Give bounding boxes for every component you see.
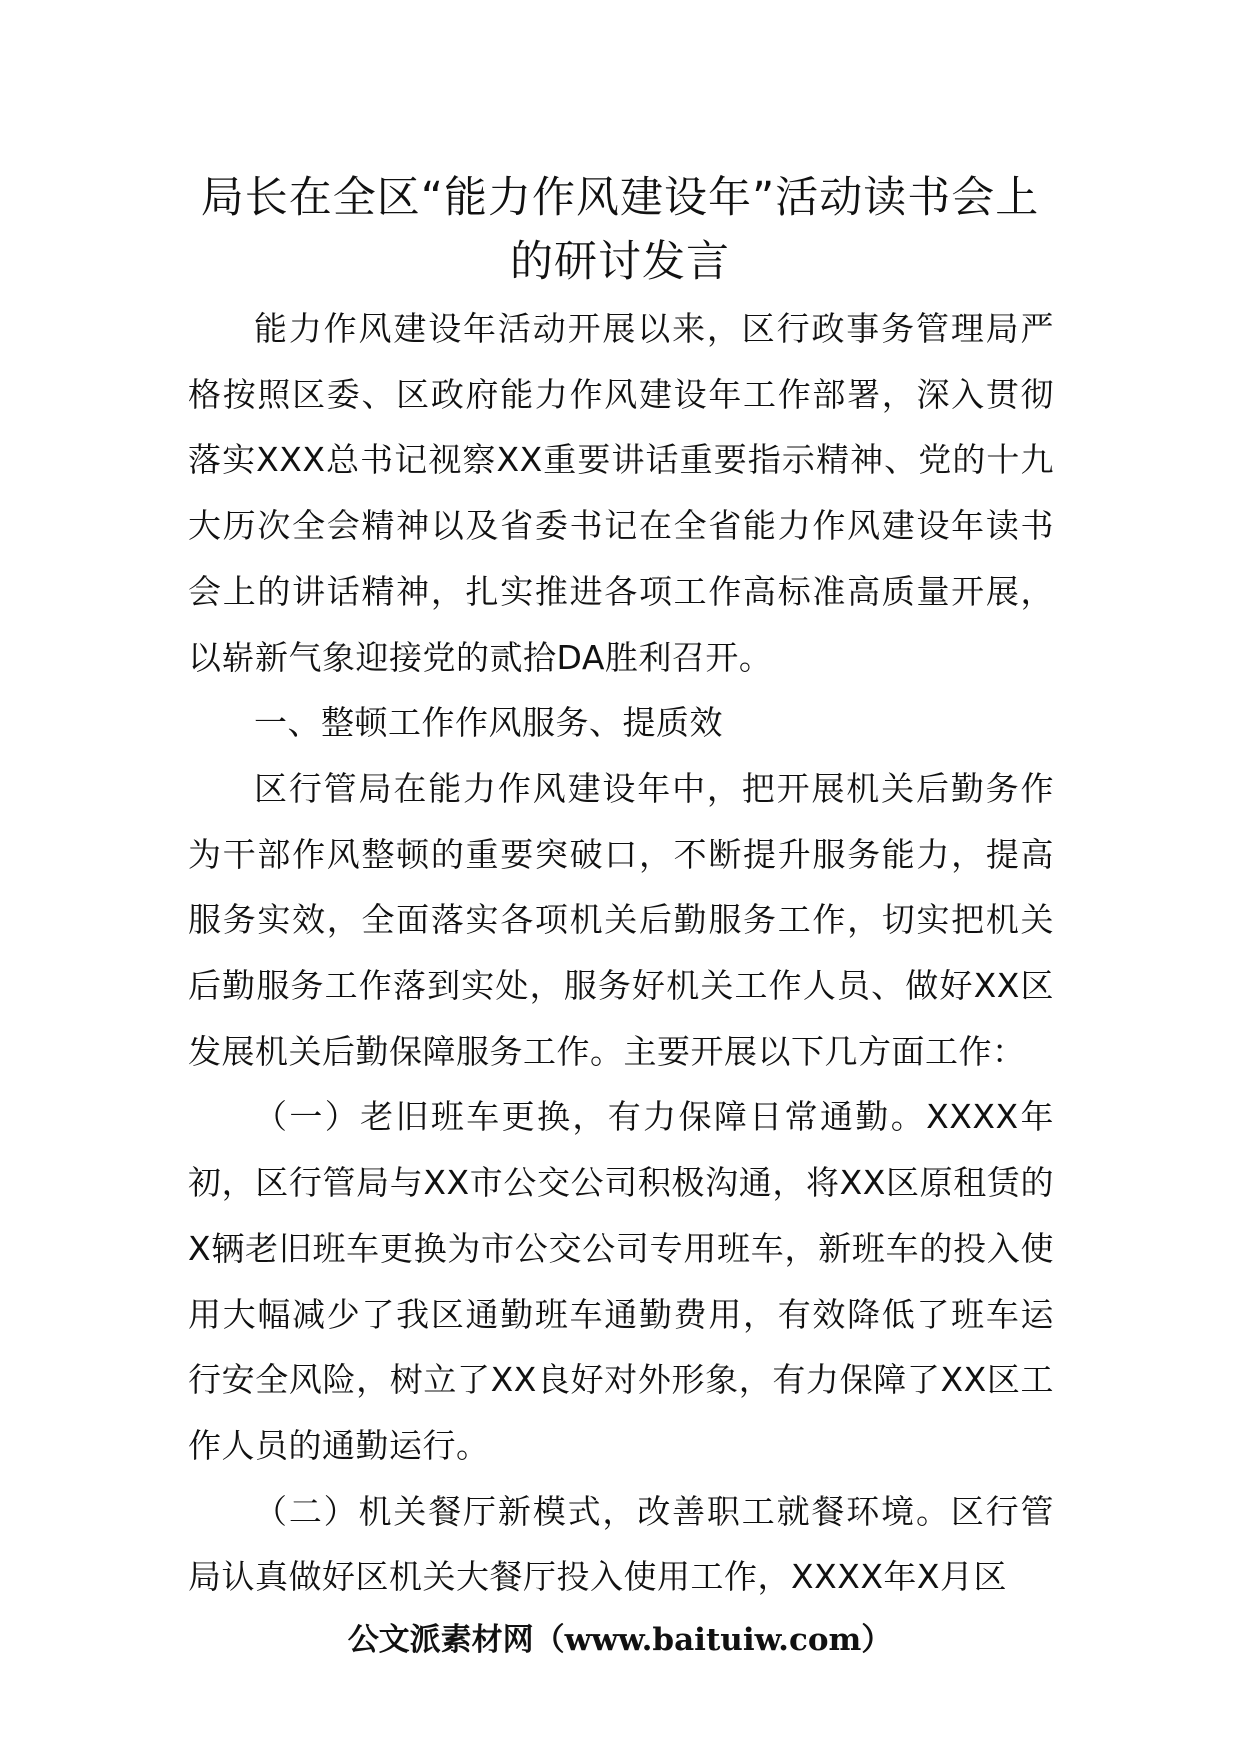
section-heading-1: 一、整顿工作作风服务、提质效 — [254, 703, 723, 743]
paragraph-intro: 能力作风建设年活动开展以来，区行政事务管理局严格按照区委、区政府能力作风建设年工作部署，深入贯彻落实XXX总书记视察XX重要讲话重要指示精神、党的十九大历次全会精神以及省委书记在全省能力作风建设年读书会上的讲话精神，扎实推进各项工作高标准高质量开展，以崭新气象迎接党的贰拾DA胜利召开。 — [188, 309, 1054, 677]
paragraph-section-1: 区行管局在能力作风建设年中，把开展机关后勤务作为干部作风整顿的重要突破口，不断提升服务能力，提高服务实效，全面落实各项机关后勤服务工作，切实把机关后勤服务工作落到实处，服务好机关工作人员、做好XX区发展机关后勤保障服务工作。主要开展以下几方面工作： — [188, 768, 1054, 1071]
document-body — [188, 296, 1054, 1610]
paragraph-item-1: （一）老旧班车更换，有力保障日常通勤。XXXX年初，区行管局与XX市公交公司积极沟通，将XX区原租赁的X辆老旧班车更换为市公交公司专用班车，新班车的投入使用大幅减少了我区通勤班车通勤费用，有效降低了班车运行安全风险，树立了XX良好对外形象，有力保障了XX区工作人员的通勤运行。 — [188, 1097, 1054, 1465]
document-title: 局长在全区“能力作风建设年”活动读书会上的研讨发言 — [200, 173, 1040, 287]
paragraph-item-2: （二）机关餐厅新模式，改善职工就餐环境。区行管局认真做好区机关大餐厅投入使用工作，XXXX年X月区 — [188, 1491, 1054, 1597]
footer-watermark: 公文派素材网（www.baituiw.com） — [347, 1622, 893, 1658]
